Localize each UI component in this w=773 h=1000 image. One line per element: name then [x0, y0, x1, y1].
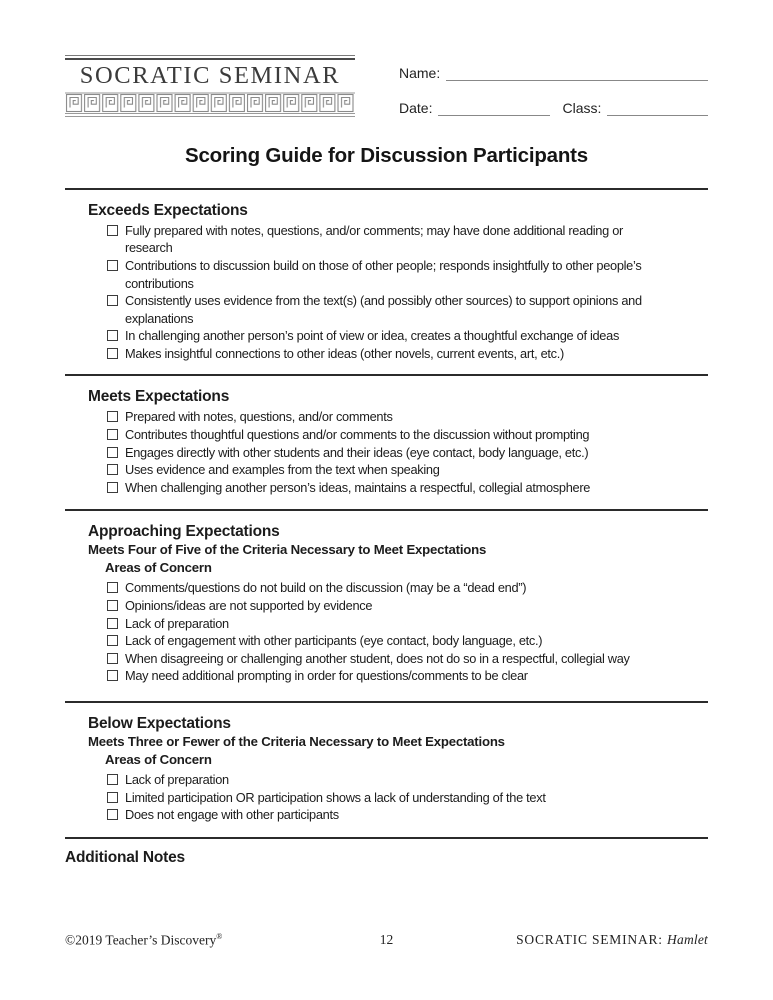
- name-label: Name:: [399, 65, 441, 81]
- page-title: Scoring Guide for Discussion Participants: [184, 143, 589, 167]
- logo-bottom-rule: [65, 114, 355, 117]
- checkbox[interactable]: [107, 618, 118, 629]
- criteria-row: [107, 771, 708, 789]
- checkbox[interactable]: [107, 792, 118, 803]
- criteria-row: [107, 579, 708, 597]
- section-divider: [65, 374, 708, 376]
- greek-key-pattern-icon: [65, 92, 355, 114]
- checkbox[interactable]: [107, 774, 118, 785]
- criteria-row: [107, 408, 708, 426]
- checkbox[interactable]: [107, 582, 118, 593]
- criteria-row: [107, 327, 708, 345]
- section-divider: [65, 188, 708, 190]
- name-blank-line[interactable]: [446, 65, 708, 81]
- criteria-text: Limited participation OR participation shows a lack of understanding of the text: [125, 789, 546, 805]
- criteria-row: [107, 597, 708, 615]
- criteria-row: [107, 789, 708, 807]
- criteria-row: [107, 461, 708, 479]
- criteria-row: [107, 444, 708, 462]
- section-divider: [65, 701, 708, 703]
- date-blank-line[interactable]: [438, 100, 550, 116]
- checkbox[interactable]: [107, 653, 118, 664]
- checkbox[interactable]: [107, 809, 118, 820]
- criteria-text: Opinions/ideas are not supported by evidence: [125, 598, 373, 614]
- criteria-text: Comments/questions do not build on the discussion (may be a “dead end”): [125, 580, 527, 596]
- section-heading: Below Expectations: [88, 715, 231, 732]
- date-class-field-row: [399, 100, 708, 116]
- criteria-text: Lack of preparation: [125, 615, 229, 631]
- criteria-text: In challenging another person’s point of view or idea, creates a thoughtful exchange of ideas: [125, 328, 620, 344]
- checkbox[interactable]: [107, 330, 118, 341]
- criteria-text: When disagreeing or challenging another student, does not do so in a respectful, collegial way: [125, 650, 630, 666]
- name-field-row: [399, 65, 708, 81]
- criteria-text: Contributes thoughtful questions and/or comments to the discussion without prompting: [125, 427, 590, 443]
- criteria-text: When challenging another person’s ideas, maintains a respectful, collegial atmosphere: [125, 479, 591, 495]
- criteria-text: Lack of engagement with other participants (eye contact, body language, etc.): [125, 633, 543, 649]
- checkbox[interactable]: [107, 225, 118, 236]
- section-heading: Exceeds Expectations: [88, 201, 248, 219]
- criteria-text: Consistently uses evidence from the text(s) (and possibly other sources) to support opinions and explanations: [125, 293, 642, 326]
- checkbox[interactable]: [107, 600, 118, 611]
- checkbox[interactable]: [107, 482, 118, 493]
- date-label: Date:: [399, 100, 433, 116]
- section-below-expectations: [65, 714, 708, 824]
- criteria-row: [107, 806, 708, 824]
- criteria-row: [107, 345, 708, 363]
- section-divider: [65, 837, 708, 839]
- section-subheading: Meets Four of Five of the Criteria Necessary to Meet Expectations: [88, 542, 487, 558]
- criteria-text: Uses evidence and examples from the text when speaking: [125, 462, 440, 478]
- section-heading: Approaching Expectations: [88, 523, 280, 541]
- logo-top-rules: [65, 55, 355, 60]
- book-title-italic: Hamlet: [667, 932, 708, 947]
- section-subheading: Meets Three or Fewer of the Criteria Necessary to Meet Expectations: [88, 734, 505, 749]
- section-meets-expectations: [65, 387, 708, 496]
- class-blank-line[interactable]: [607, 100, 708, 116]
- copyright-text: ©2019 Teacher’s Discovery®: [65, 931, 223, 947]
- criteria-text: Makes insightful connections to other ideas (other novels, current events, art, etc.): [125, 345, 564, 361]
- section-approaching-expectations: [65, 522, 708, 685]
- socratic-seminar-logo: [65, 55, 355, 117]
- criteria-row: [107, 257, 708, 292]
- criteria-row: [107, 632, 708, 650]
- additional-notes-heading: Additional Notes: [65, 848, 185, 866]
- criteria-text: Fully prepared with notes, questions, and/or comments; may have done additional reading or research: [125, 222, 623, 256]
- criteria-text: Engages directly with other students and their ideas (eye contact, body language, etc.): [125, 444, 589, 460]
- criteria-text: Prepared with notes, questions, and/or comments: [125, 409, 393, 425]
- criteria-row: [107, 650, 708, 668]
- checkbox[interactable]: [107, 429, 118, 440]
- areas-of-concern-label: Areas of Concern: [105, 560, 212, 576]
- areas-of-concern-label: Areas of Concern: [105, 752, 212, 767]
- section-exceeds-expectations: [65, 201, 708, 363]
- criteria-text: Lack of preparation: [125, 772, 229, 787]
- checkbox[interactable]: [107, 447, 118, 458]
- page-footer: [65, 932, 708, 949]
- checkbox[interactable]: [107, 260, 118, 271]
- page-header: [65, 0, 708, 117]
- checkbox[interactable]: [107, 411, 118, 422]
- section-heading: Meets Expectations: [88, 388, 230, 406]
- criteria-row: [107, 222, 708, 257]
- logo-title: SOCRATIC SEMINAR: [79, 62, 341, 89]
- checkbox[interactable]: [107, 464, 118, 475]
- checkbox[interactable]: [107, 635, 118, 646]
- checkbox[interactable]: [107, 670, 118, 681]
- criteria-text: May need additional prompting in order for questions/comments to be clear: [125, 668, 528, 684]
- criteria-row: [107, 292, 708, 327]
- student-info-fields: [399, 55, 708, 116]
- section-divider: [65, 509, 708, 511]
- criteria-text: Does not engage with other participants: [125, 807, 339, 823]
- book-title: SOCRATIC SEMINAR: Hamlet: [516, 932, 708, 947]
- criteria-row: [107, 426, 708, 444]
- criteria-row: [107, 479, 708, 497]
- criteria-text: Contributions to discussion build on those of other people; responds insightfully to other people’s contributions: [125, 257, 642, 291]
- registered-mark: ®: [216, 931, 223, 941]
- class-label: Class:: [562, 100, 602, 116]
- checkbox[interactable]: [107, 295, 118, 306]
- criteria-row: [107, 615, 708, 633]
- checkbox[interactable]: [107, 348, 118, 359]
- page-number: 12: [379, 932, 394, 947]
- criteria-row: [107, 667, 708, 685]
